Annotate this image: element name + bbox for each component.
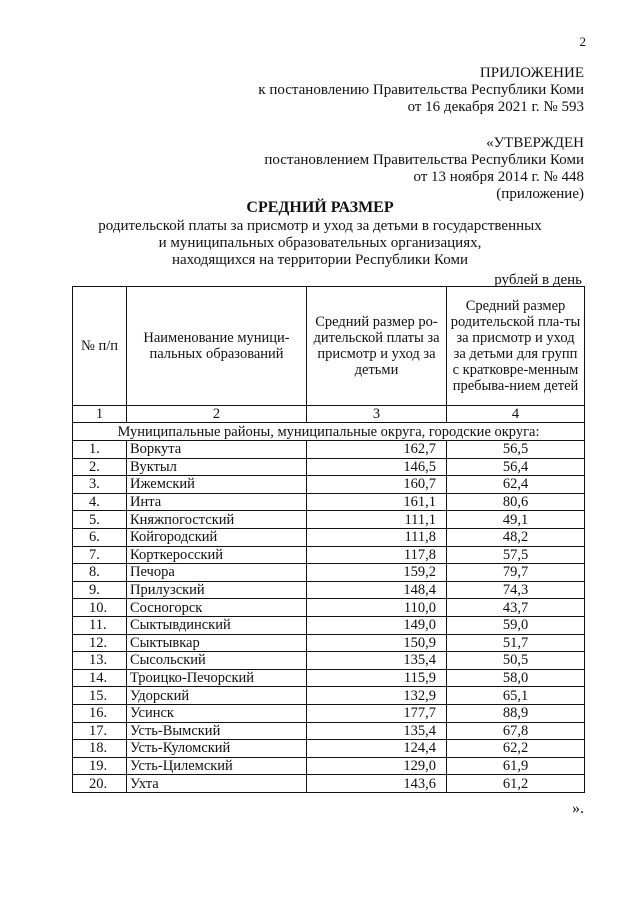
row-average-fee: 146,5 [307, 458, 447, 476]
row-short-stay-fee: 57,5 [447, 546, 585, 564]
document-title: СРЕДНИЙ РАЗМЕР [246, 199, 394, 216]
row-short-stay-fee: 58,0 [447, 669, 585, 687]
header-number: № п/п [73, 287, 127, 406]
table-row [73, 616, 585, 634]
appendix-date: от 16 декабря 2021 г. № 593 [407, 99, 584, 115]
row-municipality: Удорский [127, 687, 307, 705]
row-municipality: Койгородский [127, 528, 307, 546]
row-short-stay-fee: 62,4 [447, 476, 585, 494]
row-average-fee: 149,0 [307, 616, 447, 634]
row-short-stay-fee: 43,7 [447, 599, 585, 617]
row-municipality: Сосногорск [127, 599, 307, 617]
row-short-stay-fee: 50,5 [447, 652, 585, 670]
row-municipality: Усть-Цилемский [127, 757, 307, 775]
row-average-fee: 110,0 [307, 599, 447, 617]
header-short-stay-fee: Средний размер родительской пла-ты за присмотр и уход за детьми для групп с кратковре-менным пребыва-нием детей [447, 287, 585, 406]
row-municipality: Прилузский [127, 581, 307, 599]
approved-date: от 13 ноября 2014 г. № 448 [413, 169, 584, 185]
row-short-stay-fee: 65,1 [447, 687, 585, 705]
row-municipality: Ижемский [127, 476, 307, 494]
row-short-stay-fee: 61,9 [447, 757, 585, 775]
row-municipality: Княжпогостский [127, 511, 307, 529]
table-row [73, 599, 585, 617]
row-number: 10. [73, 599, 127, 617]
row-number: 7. [73, 546, 127, 564]
row-municipality: Печора [127, 564, 307, 582]
table-row [73, 687, 585, 705]
document-subtitle [0, 218, 640, 269]
row-short-stay-fee: 51,7 [447, 634, 585, 652]
row-average-fee: 111,1 [307, 511, 447, 529]
row-short-stay-fee: 61,2 [447, 775, 585, 793]
approved-note: (приложение) [496, 186, 584, 202]
row-number: 6. [73, 528, 127, 546]
page-number: 2 [579, 34, 586, 49]
row-number: 14. [73, 669, 127, 687]
column-numbers-row [73, 406, 585, 423]
row-number: 13. [73, 652, 127, 670]
row-municipality: Сыктывкар [127, 634, 307, 652]
row-average-fee: 160,7 [307, 476, 447, 494]
row-number: 11. [73, 616, 127, 634]
table-row [73, 740, 585, 758]
table-row [73, 476, 585, 494]
row-average-fee: 177,7 [307, 704, 447, 722]
subtitle-line: родительской платы за присмотр и уход за детьми в государственных [98, 218, 542, 234]
table-row [73, 493, 585, 511]
header-municipality: Наименование муници-пальных образований [127, 287, 307, 406]
row-short-stay-fee: 56,4 [447, 458, 585, 476]
fees-table [72, 286, 585, 793]
row-municipality: Усть-Вымский [127, 722, 307, 740]
table-row [73, 722, 585, 740]
row-number: 4. [73, 493, 127, 511]
row-average-fee: 162,7 [307, 441, 447, 459]
row-average-fee: 115,9 [307, 669, 447, 687]
row-number: 15. [73, 687, 127, 705]
row-number: 2. [73, 458, 127, 476]
appendix-decree: к постановлению Правительства Республики Коми [258, 82, 584, 98]
row-average-fee: 159,2 [307, 564, 447, 582]
column-number: 4 [447, 406, 585, 423]
appendix-header [258, 65, 584, 116]
row-number: 8. [73, 564, 127, 582]
approved-header [264, 135, 584, 203]
row-short-stay-fee: 62,2 [447, 740, 585, 758]
row-number: 18. [73, 740, 127, 758]
closing-quote: ». [572, 800, 584, 817]
section-row [73, 423, 585, 441]
table-header-row [73, 287, 585, 406]
row-short-stay-fee: 88,9 [447, 704, 585, 722]
row-municipality: Троицко-Печорский [127, 669, 307, 687]
row-number: 12. [73, 634, 127, 652]
table-row [73, 458, 585, 476]
row-municipality: Усинск [127, 704, 307, 722]
row-average-fee: 129,0 [307, 757, 447, 775]
row-number: 1. [73, 441, 127, 459]
table-row [73, 669, 585, 687]
row-average-fee: 161,1 [307, 493, 447, 511]
row-average-fee: 143,6 [307, 775, 447, 793]
row-average-fee: 117,8 [307, 546, 447, 564]
row-short-stay-fee: 74,3 [447, 581, 585, 599]
row-number: 16. [73, 704, 127, 722]
row-municipality: Инта [127, 493, 307, 511]
appendix-title: ПРИЛОЖЕНИЕ [479, 65, 584, 81]
row-number: 20. [73, 775, 127, 793]
column-number: 2 [127, 406, 307, 423]
row-number: 19. [73, 757, 127, 775]
row-short-stay-fee: 49,1 [447, 511, 585, 529]
row-average-fee: 148,4 [307, 581, 447, 599]
row-average-fee: 111,8 [307, 528, 447, 546]
row-municipality: Усть-Куломский [127, 740, 307, 758]
table-row [73, 546, 585, 564]
row-short-stay-fee: 67,8 [447, 722, 585, 740]
table-row [73, 564, 585, 582]
table-row [73, 704, 585, 722]
subtitle-line: и муниципальных образовательных организациях, [158, 235, 482, 251]
table-row [73, 528, 585, 546]
row-municipality: Ухта [127, 775, 307, 793]
table-row [73, 757, 585, 775]
approved-decree: постановлением Правительства Республики Коми [264, 152, 584, 168]
row-municipality: Сысольский [127, 652, 307, 670]
row-number: 5. [73, 511, 127, 529]
row-municipality: Сыктывдинский [127, 616, 307, 634]
row-average-fee: 135,4 [307, 652, 447, 670]
table-row [73, 441, 585, 459]
section-title: Муниципальные районы, муниципальные округа, городские округа: [73, 423, 585, 441]
row-number: 9. [73, 581, 127, 599]
row-short-stay-fee: 80,6 [447, 493, 585, 511]
row-average-fee: 150,9 [307, 634, 447, 652]
column-number: 1 [73, 406, 127, 423]
table-row [73, 511, 585, 529]
row-municipality: Воркута [127, 441, 307, 459]
table-row [73, 634, 585, 652]
table-row [73, 775, 585, 793]
row-average-fee: 132,9 [307, 687, 447, 705]
column-number: 3 [307, 406, 447, 423]
row-municipality: Корткеросский [127, 546, 307, 564]
row-short-stay-fee: 48,2 [447, 528, 585, 546]
units-label: рублей в день [494, 272, 582, 288]
row-short-stay-fee: 56,5 [447, 441, 585, 459]
row-short-stay-fee: 79,7 [447, 564, 585, 582]
table-row [73, 581, 585, 599]
row-average-fee: 135,4 [307, 722, 447, 740]
table-row [73, 652, 585, 670]
approved-title: «УТВЕРЖДЕН [486, 135, 584, 151]
row-municipality: Вуктыл [127, 458, 307, 476]
header-average-fee: Средний размер ро-дительской платы за присмотр и уход за детьми [307, 287, 447, 406]
row-number: 3. [73, 476, 127, 494]
row-short-stay-fee: 59,0 [447, 616, 585, 634]
row-number: 17. [73, 722, 127, 740]
row-average-fee: 124,4 [307, 740, 447, 758]
subtitle-line: находящихся на территории Республики Коми [172, 252, 468, 268]
